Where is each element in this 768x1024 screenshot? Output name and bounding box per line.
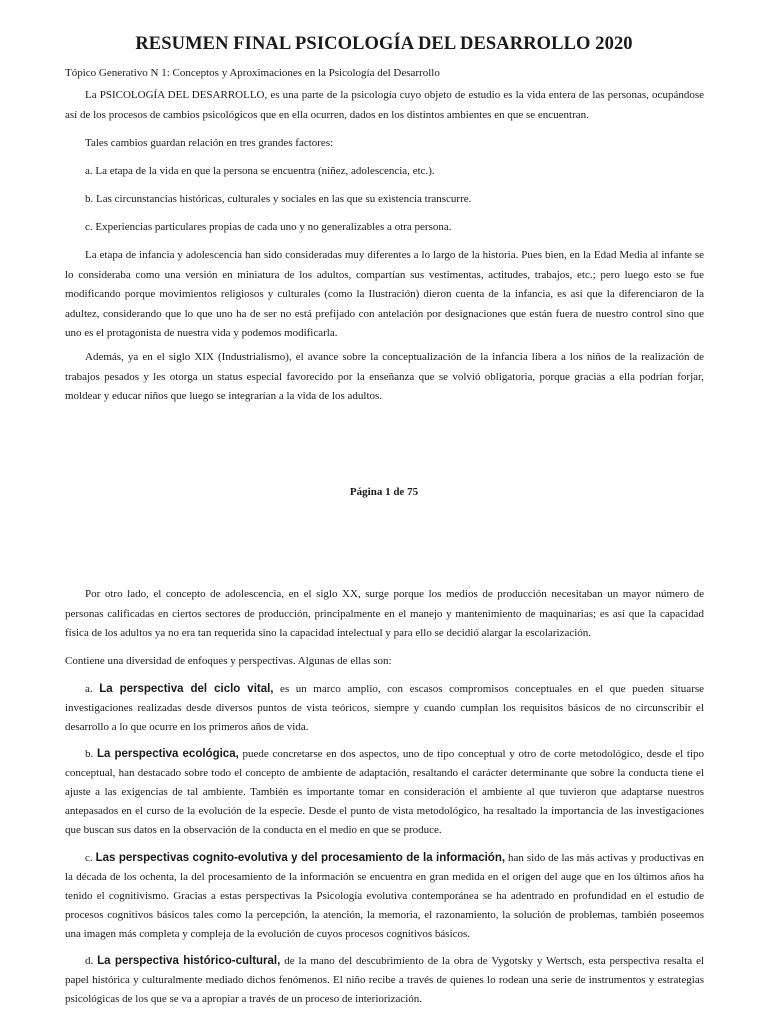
paragraph-intro: La PSICOLOGÍA DEL DESARROLLO, es una parte de la psicología cuyo objeto de estudio es la vida entera de las personas, ocupándose así de los procesos de cambios psicológicos que en ella ocurren, dados en los distintos ambientes en que se encuentran. — [65, 89, 704, 121]
perspective-heading: La perspectiva ecológica, — [96, 748, 239, 760]
perspective-heading: La perspectiva histórico-cultural, — [97, 955, 281, 967]
perspective-heading: La perspectiva del ciclo vital, — [99, 683, 274, 695]
document-title: RESUMEN FINAL PSICOLOGÍA DEL DESARROLLO 2020 — [135, 34, 633, 54]
perspective-item-b — [65, 745, 704, 840]
paragraph-perspectives-intro: Contiene una diversidad de enfoques y perspectivas. Algunas de ellas son: — [65, 655, 392, 667]
perspective-item-c — [65, 849, 704, 944]
perspective-item-d — [65, 952, 704, 1009]
paragraph-adolescence: Por otro lado, el concepto de adolescencia, en el siglo XX, surge porque los medios de producción necesitaban un mayor número de personas calificadas en ciertos sectores de producción, principalmente en el manejo y mantenimiento de maquinarias; es así que la capacidad física de los adultos ya no era tan requerida sino la capacidad intelectual y para ello se decidió alargar la escolarización. — [65, 588, 704, 639]
factor-item-c: c. Experiencias particulares propias de cada uno y no generalizables a otra persona. — [85, 221, 452, 233]
perspective-marker: d. — [85, 955, 98, 967]
paragraph-nineteenth-century: Además, ya en el siglo XIX (Industrialismo), el avance sobre la conceptualización de la infancia libera a los niños de la realización de trabajos pesados y les otorga un status especial favorecido por la enseñanza que se volvió obligatoria, porque gracias a ella podrían forjar, moldear y educar niños que luego se integrarían a la vida de los adultos. — [65, 351, 704, 402]
perspective-text: han sido de las más activas y productivas en la década de los ochenta, la del procesamiento de la información se encuentra en gran medida en el origen del auge que en los últimos años ha tenido el cognitivismo. Gracias a estas perspectivas la Psicología evolutiva contemporánea se ha adentrado en profundidad en el estudio de procesos cognitivos básicos tales como la percepción, la atención, la memoria, el razonamiento, la solución de problemas, también poseemos una imagen más completa y compleja de la evolución de cuyos procesos cognitivos básicos. — [65, 852, 704, 940]
perspective-text: puede concretarse en dos aspectos, uno de tipo conceptual y otro de corte metodológico, desde el tipo conceptual, han destacado sobre todo el concepto de ambiente de adaptación, resaltando el carácter determinante que sobre la conducta tiene el ajuste a las exigencias de tal ambiente. También es importante tomar en consideración el ambiente al que tuvieron que adaptarse nuestros antepasados en el curso de la evolución de la especie. Desde el punto de vista metodológico, ha resaltado la importancia de las investigaciones que buscan sus datos en la observación de la conducta en el medio en que se produce. — [65, 748, 705, 836]
paragraph-factors-intro: Tales cambios guardan relación en tres grandes factores: — [85, 137, 334, 149]
perspective-marker: b. — [85, 748, 97, 760]
perspective-item-a — [65, 680, 704, 737]
perspective-marker: c. — [85, 852, 96, 864]
perspective-heading: Las perspectivas cognito-evolutiva y del procesamiento de la información, — [95, 852, 506, 864]
factor-item-b: b. Las circunstancias históricas, culturales y sociales en las que su existencia transcurre. — [85, 193, 472, 205]
perspective-marker: a. — [85, 683, 100, 695]
page-number-footer: Página 1 de 75 — [349, 486, 419, 498]
paragraph-childhood: La etapa de infancia y adolescencia han sido consideradas muy diferentes a lo largo de la historia. Pues bien, en la Edad Media al infante se lo consideraba como una versión en miniatura de los adultos, compartían sus vestimentas, actitudes, trabajos, etc.; pero luego esto se fue modificando porque movimientos religiosos y culturales (como la Ilustración) dieron cuenta de la infancia, es así que la diferenciaron de la adultez, considerando que lo que uno ha de ser no está prefijado con antelación por designaciones que están fuera de nuestro control sino que uno es el protagonista de nuestra vida y podemos modificarla. — [65, 249, 704, 339]
perspective-text: de la mano del descubrimiento de la obra de Vygotsky y Wertsch, esta perspectiva resalta el papel histórica y culturalmente mediado dichos fenómenos. El niño recibe a través de quienes lo rodean una serie de instrumentos y estrategias psicológicas de los que se va a apropiar a través de un proceso de interiorización. — [65, 955, 705, 1005]
perspective-text: es un marco amplio, con escasos compromisos conceptuales en el que pueden situarse investigaciones realizadas desde diversos puntos de vista teóricos, siempre y cuando cumplan los requisitos básicos de no circunscribir el desarrollo a lo que ocurre en los primeros años de vida. — [65, 683, 705, 733]
factor-item-a: a. La etapa de la vida en que la persona se encuentra (niñez, adolescencia, etc.). — [85, 165, 435, 177]
topic-heading: Tópico Generativo N 1: Conceptos y Aproximaciones en la Psicología del Desarrollo — [65, 67, 440, 79]
